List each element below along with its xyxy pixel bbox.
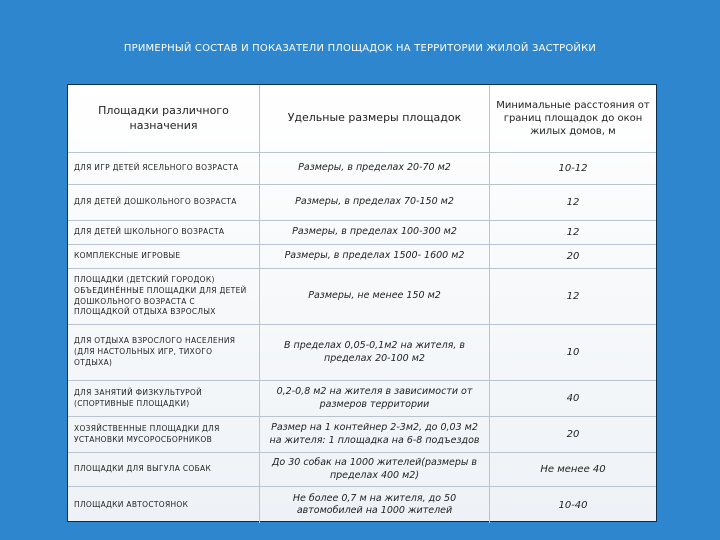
row-2-size: Размеры, в пределах 70-150 м2 xyxy=(260,185,490,221)
row-4-size: Размеры, в пределах 1500- 1600 м2 xyxy=(260,245,490,269)
row-6-size: В пределах 0,05-0,1м2 на жителя, в пределах 20-100 м2 xyxy=(260,325,490,381)
row-1-size: Размеры, в пределах 20-70 м2 xyxy=(260,153,490,185)
row-3-purpose: ДЛЯ ДЕТЕЙ ШКОЛЬНОГО ВОЗРАСТА xyxy=(68,221,260,245)
row-9-purpose: ПЛОЩАДКИ ДЛЯ ВЫГУЛА СОБАК xyxy=(68,453,260,487)
row-1-distance: 10-12 xyxy=(490,153,656,185)
row-5-size: Размеры, не менее 150 м2 xyxy=(260,269,490,325)
row-7-distance: 40 xyxy=(490,381,656,417)
header-cell-size: Удельные размеры площадок xyxy=(260,85,490,153)
row-9-size: До 30 собак на 1000 жителей(размеры в пределах 400 м2) xyxy=(260,453,490,487)
row-6-distance: 10 xyxy=(490,325,656,381)
row-10-distance: 10-40 xyxy=(558,499,588,511)
row-8-distance: 20 xyxy=(490,417,656,453)
row-6-purpose: ДЛЯ ОТДЫХА ВЗРОСЛОГО НАСЕЛЕНИЯ (ДЛЯ НАСТОЛЬНЫХ ИГР, ТИХОГО ОТДЫХА) xyxy=(68,325,260,381)
row-10-purpose: ПЛОЩАДКИ АВТОСТОЯНОК xyxy=(68,487,260,523)
row-8-purpose: ХОЗЯЙСТВЕННЫЕ ПЛОЩАДКИ ДЛЯ УСТАНОВКИ МУСОРОСБОРНИКОВ xyxy=(68,417,260,453)
row-5-purpose: ПЛОЩАДКИ (ДЕТСКИЙ ГОРОДОК) ОБЪЕДИНЁННЫЕ ПЛОЩАДКИ ДЛЯ ДЕТЕЙ ДОШКОЛЬНОГО ВОЗРАСТА С ПЛОЩАДКОЙ ОТДЫХА ВЗРОСЛЫХ xyxy=(68,269,260,325)
row-7-size: 0,2-0,8 м2 на жителя в зависимости от размеров территории xyxy=(260,381,490,417)
row-5-distance: 12 xyxy=(490,269,656,325)
row-3-distance: 12 xyxy=(490,221,656,245)
row-1-purpose: ДЛЯ ИГР ДЕТЕЙ ЯСЕЛЬНОГО ВОЗРАСТА xyxy=(68,153,260,185)
row-9-distance: Не менее 40 xyxy=(490,453,656,487)
row-4-purpose: КОМПЛЕКСНЫЕ ИГРОВЫЕ xyxy=(68,245,260,269)
header-cell-distance: Минимальные расстояния от границ площадок до окон жилых домов, м xyxy=(490,85,656,153)
row-2-distance: 12 xyxy=(490,185,656,221)
playgrounds-table xyxy=(67,84,657,522)
header-cell-purpose: Площадки различного назначения xyxy=(68,85,260,153)
row-4-distance: 20 xyxy=(490,245,656,269)
row-8-size: Размер на 1 контейнер 2-3м2, до 0,03 м2 на жителя: 1 площадка на 6-8 подъездов xyxy=(260,417,490,453)
row-3-size: Размеры, в пределах 100-300 м2 xyxy=(260,221,490,245)
slide-title: ПРИМЕРНЫЙ СОСТАВ И ПОКАЗАТЕЛИ ПЛОЩАДОК НА ТЕРРИТОРИИ ЖИЛОЙ ЗАСТРОЙКИ xyxy=(123,43,597,54)
row-7-purpose: ДЛЯ ЗАНЯТИЙ ФИЗКУЛЬТУРОЙ (СПОРТИВНЫЕ ПЛОЩАДКИ) xyxy=(68,381,260,417)
row-10-size: Не более 0,7 м на жителя, до 50 автомобилей на 1000 жителей xyxy=(260,487,490,523)
row-2-purpose: ДЛЯ ДЕТЕЙ ДОШКОЛЬНОГО ВОЗРАСТА xyxy=(68,185,260,221)
